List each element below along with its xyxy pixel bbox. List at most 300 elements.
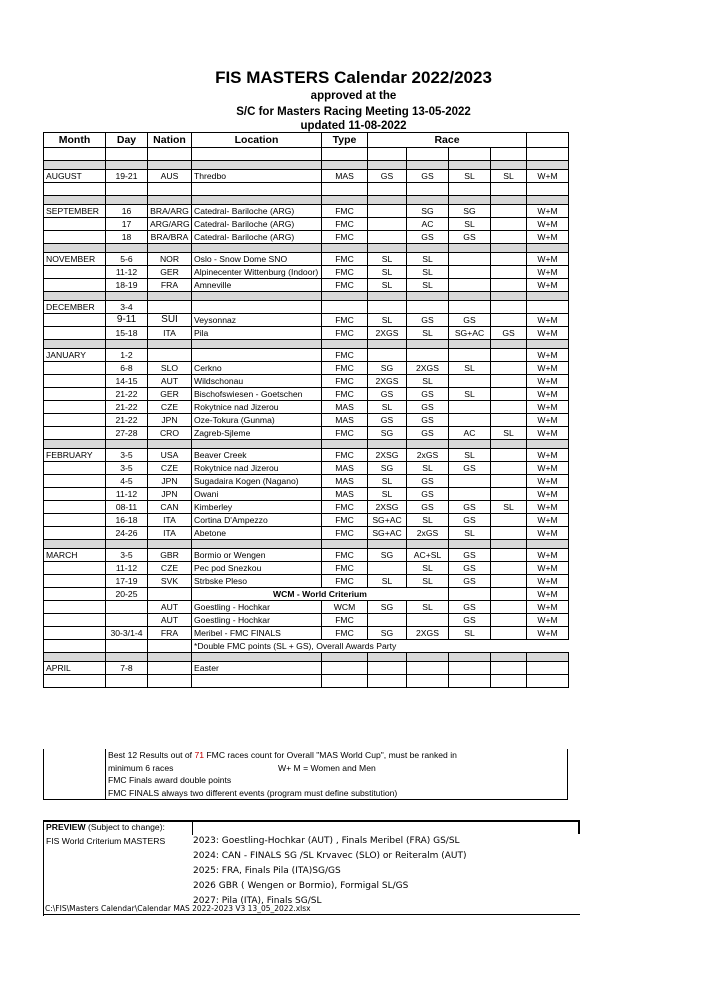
race-cell [491, 349, 527, 362]
location-cell [192, 349, 322, 362]
separator-cell [148, 440, 192, 449]
empty-cell [106, 183, 148, 196]
nation-cell [148, 588, 192, 601]
gender-cell: W+M [527, 449, 569, 462]
separator-row [44, 196, 569, 205]
month-cell [44, 575, 106, 588]
race-cell: GS [491, 327, 527, 340]
wcm-label: WCM - World Criterium [192, 588, 449, 601]
empty-cell [368, 183, 407, 196]
separator-cell [322, 292, 368, 301]
separator-cell [106, 653, 148, 662]
separator-cell [368, 540, 407, 549]
empty-cell [44, 675, 106, 688]
gender-cell: W+M [527, 279, 569, 292]
race-cell: GS [368, 414, 407, 427]
empty-cell [368, 675, 407, 688]
nation-cell: NOR [148, 253, 192, 266]
separator-row [44, 540, 569, 549]
gender-cell: W+M [527, 253, 569, 266]
month-cell [44, 314, 106, 327]
race-cell [449, 588, 491, 601]
gender-cell: W+M [527, 588, 569, 601]
gender-cell: W+M [527, 549, 569, 562]
type-cell: FMC [322, 575, 368, 588]
type-cell: FMC [322, 514, 368, 527]
race-cell: AC [449, 427, 491, 440]
race-cell: GS [449, 514, 491, 527]
blank-row [44, 183, 569, 196]
race-cell: SL [449, 170, 491, 183]
type-cell: FMC [322, 231, 368, 244]
table-row [44, 501, 569, 514]
nation-cell: CZE [148, 401, 192, 414]
day-cell: 14-15 [106, 375, 148, 388]
race-cell: SL [407, 575, 449, 588]
day-cell: 3-4 [106, 301, 148, 314]
race-cell [491, 527, 527, 540]
location-cell: Amneville [192, 279, 322, 292]
day-cell: 1-2 [106, 349, 148, 362]
location-cell: Owani [192, 488, 322, 501]
gender-cell: W+M [527, 614, 569, 627]
gender-cell: W+M [527, 314, 569, 327]
race-cell [491, 614, 527, 627]
day-cell: 20-25 [106, 588, 148, 601]
separator-cell [407, 161, 449, 170]
day-cell: 17 [106, 218, 148, 231]
separator-cell [449, 292, 491, 301]
separator-cell [491, 196, 527, 205]
nation-cell: USA [148, 449, 192, 462]
race-cell [368, 301, 407, 314]
separator-cell [322, 340, 368, 349]
preview-item: 2026 GBR ( Wengen or Bormio), Formigal SL/GS [193, 881, 409, 891]
gender-cell: W+M [527, 527, 569, 540]
month-cell [44, 388, 106, 401]
empty-cell [407, 148, 449, 161]
month-cell: NOVEMBER [44, 253, 106, 266]
race-cell [491, 253, 527, 266]
race-cell: SL [449, 527, 491, 540]
nation-cell [148, 301, 192, 314]
race-cell: GS [407, 501, 449, 514]
gender-cell: W+M [527, 362, 569, 375]
separator-cell [322, 196, 368, 205]
race-cell [368, 218, 407, 231]
day-cell: 16-18 [106, 514, 148, 527]
separator-cell [44, 292, 106, 301]
file-path: C:\FIS\Masters Calendar\Calendar MAS 2022-2023 V3 13_05_2022.xlsx [45, 904, 311, 913]
nation-cell: JPN [148, 488, 192, 501]
separator-cell [449, 161, 491, 170]
race-cell: 2XGS [407, 362, 449, 375]
race-cell: GS [449, 601, 491, 614]
separator-cell [527, 244, 569, 253]
day-cell: 11-12 [106, 488, 148, 501]
table-row [44, 662, 569, 675]
table-row [44, 231, 569, 244]
separator-cell [407, 340, 449, 349]
day-cell: 21-22 [106, 388, 148, 401]
race-cell [449, 253, 491, 266]
month-cell [44, 514, 106, 527]
race-cell [491, 514, 527, 527]
race-cell: AC+SL [407, 549, 449, 562]
footer-line-3: FMC Finals award double points [106, 774, 568, 787]
empty-cell [106, 148, 148, 161]
day-cell: 21-22 [106, 401, 148, 414]
race-cell: SG+AC [368, 514, 407, 527]
header-month: Month [44, 133, 106, 148]
race-cell: SL [368, 475, 407, 488]
nation-cell: FRA [148, 279, 192, 292]
location-cell: Zagreb-Sjleme [192, 427, 322, 440]
race-cell: SL [491, 427, 527, 440]
race-cell [491, 449, 527, 462]
month-cell: FEBRUARY [44, 449, 106, 462]
type-cell: FMC [322, 314, 368, 327]
race-cell [491, 475, 527, 488]
nation-cell: AUT [148, 614, 192, 627]
race-cell [491, 266, 527, 279]
day-cell: 3-5 [106, 549, 148, 562]
location-cell: Cortina D'Ampezzo [192, 514, 322, 527]
race-cell [491, 662, 527, 675]
day-cell: 21-22 [106, 414, 148, 427]
race-cell: GS [449, 575, 491, 588]
race-cell [407, 662, 449, 675]
separator-cell [368, 440, 407, 449]
separator-cell [527, 653, 569, 662]
preview-item: 2023: Goestling-Hochkar (AUT) , Finals Meribel (FRA) GS/SL [193, 836, 460, 846]
separator-row [44, 161, 569, 170]
empty-cell [148, 183, 192, 196]
month-cell [44, 414, 106, 427]
type-cell: FMC [322, 266, 368, 279]
separator-cell [491, 161, 527, 170]
note-row [44, 640, 569, 653]
month-cell [44, 218, 106, 231]
table-row [44, 388, 569, 401]
separator-cell [527, 292, 569, 301]
type-cell: FMC [322, 427, 368, 440]
header-day: Day [106, 133, 148, 148]
month-cell [44, 475, 106, 488]
race-cell: SG [449, 205, 491, 218]
type-cell: FMC [322, 375, 368, 388]
race-cell: GS [407, 388, 449, 401]
month-cell: SEPTEMBER [44, 205, 106, 218]
separator-cell [44, 653, 106, 662]
location-cell: Veysonnaz [192, 314, 322, 327]
separator-cell [148, 653, 192, 662]
footer-spacer [44, 749, 106, 800]
race-cell [491, 401, 527, 414]
type-cell: FMC [322, 449, 368, 462]
type-cell: FMC [322, 279, 368, 292]
race-cell [491, 627, 527, 640]
location-cell: Bischofswiesen - Goetschen [192, 388, 322, 401]
race-cell: SL [407, 253, 449, 266]
month-cell [44, 527, 106, 540]
race-cell: 2XGS [407, 627, 449, 640]
empty-cell [527, 148, 569, 161]
nation-cell: GER [148, 266, 192, 279]
preview-item: 2027: Pila (ITA), Finals SG/SL [193, 896, 322, 906]
race-cell: SG+AC [449, 327, 491, 340]
race-cell: GS [407, 475, 449, 488]
day-cell: 16 [106, 205, 148, 218]
race-cell: SL [407, 601, 449, 614]
location-cell: Catedral- Bariloche (ARG) [192, 205, 322, 218]
preview-subtitle: FIS World Criterium MASTERS [46, 836, 166, 846]
empty-cell [407, 183, 449, 196]
separator-cell [449, 653, 491, 662]
month-cell [44, 327, 106, 340]
type-cell: FMC [322, 627, 368, 640]
table-row [44, 218, 569, 231]
gender-cell: W+M [527, 327, 569, 340]
month-cell [44, 279, 106, 292]
table-row [44, 279, 569, 292]
separator-cell [148, 340, 192, 349]
month-cell [44, 231, 106, 244]
type-cell: MAS [322, 488, 368, 501]
separator-cell [407, 292, 449, 301]
nation-cell: BRA/ARG [148, 205, 192, 218]
day-cell: 15-18 [106, 327, 148, 340]
month-cell [44, 375, 106, 388]
gender-cell: W+M [527, 501, 569, 514]
gender-cell: W+M [527, 627, 569, 640]
separator-cell [322, 161, 368, 170]
location-cell: Pec pod Snezkou [192, 562, 322, 575]
location-cell: Oze-Tokura (Gunma) [192, 414, 322, 427]
location-cell: Abetone [192, 527, 322, 540]
empty-cell [106, 640, 148, 653]
table-row [44, 562, 569, 575]
separator-cell [449, 196, 491, 205]
location-cell: Catedral- Bariloche (ARG) [192, 218, 322, 231]
race-cell [449, 475, 491, 488]
separator-cell [368, 340, 407, 349]
race-cell [491, 279, 527, 292]
gender-cell: W+M [527, 427, 569, 440]
month-cell: DECEMBER [44, 301, 106, 314]
race-cell [491, 362, 527, 375]
type-cell: MAS [322, 401, 368, 414]
header-nation: Nation [148, 133, 192, 148]
gender-cell: W+M [527, 170, 569, 183]
location-cell: Strbske Pleso [192, 575, 322, 588]
race-cell [368, 205, 407, 218]
month-cell: MARCH [44, 549, 106, 562]
nation-cell: BRA/BRA [148, 231, 192, 244]
separator-cell [368, 196, 407, 205]
day-cell [106, 614, 148, 627]
race-cell [491, 205, 527, 218]
table-row [44, 401, 569, 414]
month-cell [44, 601, 106, 614]
race-cell: GS [407, 488, 449, 501]
location-cell: Cerkno [192, 362, 322, 375]
separator-cell [449, 540, 491, 549]
blank-row [44, 148, 569, 161]
day-cell: 5-6 [106, 253, 148, 266]
type-cell: FMC [322, 527, 368, 540]
race-cell: 2XGS [368, 375, 407, 388]
calendar-table [43, 132, 569, 688]
location-cell: Meribel - FMC FINALS [192, 627, 322, 640]
race-cell [368, 349, 407, 362]
empty-cell [148, 148, 192, 161]
subtitle-approved: approved at the [310, 90, 397, 102]
footer-line-1: Best 12 Results out of 71 FMC races count for Overall "MAS World Cup", must be ranked in [106, 749, 568, 762]
nation-cell: GBR [148, 549, 192, 562]
gender-cell: W+M [527, 388, 569, 401]
header-race: Race [368, 133, 527, 148]
empty-cell [148, 675, 192, 688]
header-type: Type [322, 133, 368, 148]
separator-cell [491, 244, 527, 253]
race-cell [491, 588, 527, 601]
race-cell [491, 314, 527, 327]
race-cell: SL [449, 388, 491, 401]
separator-cell [368, 653, 407, 662]
race-cell: SL [368, 575, 407, 588]
gender-cell: W+M [527, 575, 569, 588]
gender-cell: W+M [527, 488, 569, 501]
race-cell [449, 662, 491, 675]
race-cell: GS [449, 562, 491, 575]
table-row [44, 614, 569, 627]
empty-cell [491, 148, 527, 161]
separator-cell [192, 196, 322, 205]
race-cell [491, 575, 527, 588]
race-cell: SL [407, 375, 449, 388]
race-cell: SL [407, 279, 449, 292]
separator-cell [106, 440, 148, 449]
race-cell: SL [449, 362, 491, 375]
nation-cell: SVK [148, 575, 192, 588]
table-row [44, 362, 569, 375]
race-cell: 2xGS [407, 449, 449, 462]
race-cell: GS [449, 614, 491, 627]
separator-cell [322, 244, 368, 253]
month-cell [44, 501, 106, 514]
separator-cell [44, 196, 106, 205]
race-cell: SG [368, 462, 407, 475]
race-cell [368, 662, 407, 675]
race-cell: 2XSG [368, 501, 407, 514]
table-row [44, 170, 569, 183]
gender-cell: W+M [527, 601, 569, 614]
race-cell: 2xGS [407, 527, 449, 540]
empty-cell [407, 675, 449, 688]
month-cell [44, 266, 106, 279]
footer-notes [43, 749, 568, 800]
gender-cell: W+M [527, 349, 569, 362]
separator-cell [192, 340, 322, 349]
month-cell [44, 488, 106, 501]
preview-item: 2024: CAN - FINALS SG /SL Krvavec (SLO) or Reiteralm (AUT) [193, 851, 467, 861]
nation-cell: ITA [148, 514, 192, 527]
location-cell [192, 301, 322, 314]
nation-cell: ITA [148, 327, 192, 340]
separator-cell [192, 653, 322, 662]
separator-cell [192, 161, 322, 170]
separator-cell [148, 540, 192, 549]
month-cell [44, 401, 106, 414]
separator-cell [527, 161, 569, 170]
separator-cell [407, 540, 449, 549]
day-cell: 17-19 [106, 575, 148, 588]
separator-row [44, 244, 569, 253]
type-cell: MAS [322, 475, 368, 488]
table-row [44, 549, 569, 562]
gender-cell: W+M [527, 462, 569, 475]
gender-cell [527, 301, 569, 314]
race-cell [491, 601, 527, 614]
location-cell: Wildschonau [192, 375, 322, 388]
empty-cell [322, 148, 368, 161]
empty-cell [44, 640, 106, 653]
table-row [44, 375, 569, 388]
nation-cell: SLO [148, 362, 192, 375]
type-cell: FMC [322, 614, 368, 627]
race-cell [449, 375, 491, 388]
gender-cell: W+M [527, 562, 569, 575]
race-cell: SL [368, 314, 407, 327]
separator-cell [407, 244, 449, 253]
table-row [44, 588, 569, 601]
race-cell [491, 414, 527, 427]
race-cell: GS [449, 549, 491, 562]
separator-cell [449, 340, 491, 349]
location-cell: Pila [192, 327, 322, 340]
race-cell: SL [407, 266, 449, 279]
race-cell: SL [449, 627, 491, 640]
day-cell: 7-8 [106, 662, 148, 675]
month-cell: APRIL [44, 662, 106, 675]
race-cell [449, 266, 491, 279]
day-cell: 24-26 [106, 527, 148, 540]
race-count: 71 [194, 750, 205, 760]
empty-cell [322, 183, 368, 196]
empty-cell [527, 675, 569, 688]
table-row [44, 488, 569, 501]
table-row [44, 601, 569, 614]
location-cell: Bormio or Wengen [192, 549, 322, 562]
gender-cell: W+M [527, 218, 569, 231]
empty-cell [449, 183, 491, 196]
gender-cell: W+M [527, 205, 569, 218]
race-cell: SG [368, 549, 407, 562]
empty-cell [192, 183, 322, 196]
month-cell [44, 627, 106, 640]
location-cell: Rokytnice nad Jizerou [192, 401, 322, 414]
location-cell: Goestling - Hochkar [192, 614, 322, 627]
gender-cell: W+M [527, 414, 569, 427]
empty-cell [192, 675, 322, 688]
table-row [44, 327, 569, 340]
nation-cell: CZE [148, 562, 192, 575]
nation-cell: AUT [148, 375, 192, 388]
nation-cell: SUI [148, 314, 192, 327]
separator-cell [322, 440, 368, 449]
table-row [44, 475, 569, 488]
